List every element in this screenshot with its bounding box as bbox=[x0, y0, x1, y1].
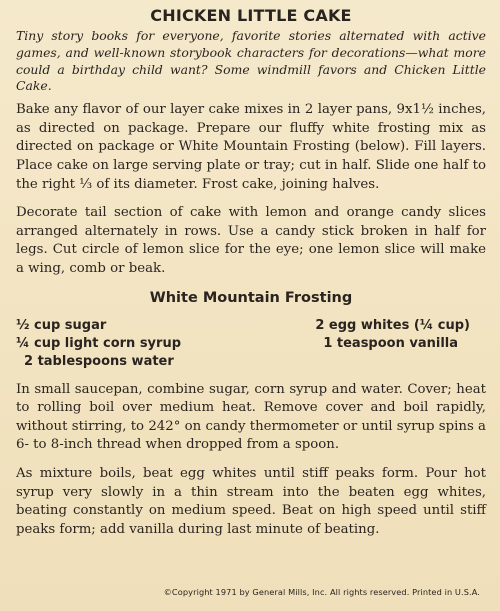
recipe-paragraph-bake: Bake any flavor of our layer cake mixes in 2 layer pans, 9x1½ inches, as directed on package. Prepare our fluffy white frosting mix as directed on package or White Mountain Frosting (below). Fill layers. Place cake on large serving plate or tray; cut in half. Slide one half to the right ⅓ of its diameter. Frost cake, joining halves. bbox=[16, 102, 486, 192]
ingredient-sugar: ½ cup sugar bbox=[16, 317, 107, 333]
frosting-title: White Mountain Frosting bbox=[149, 289, 353, 306]
ingredients-right-column bbox=[315, 317, 486, 371]
ingredient-egg-whites: 2 egg whites (¼ cup) bbox=[315, 317, 470, 333]
recipe-title: CHICKEN LITTLE CAKE bbox=[150, 6, 352, 25]
recipe-intro: Tiny story books for everyone, favorite stories alternated with active games, and well-known storybook characters for decorations—what more could a birthday child want? Some windmill favors and Chicken Little Cake. bbox=[16, 28, 486, 94]
frosting-paragraph-boil: In small saucepan, combine sugar, corn syrup and water. Cover; heat to rolling boil over medium heat. Remove cover and boil rapidly, without stirring, to 242° on candy thermometer or until syrup spins a 6- to 8-inch thread when dropped from a spoon. bbox=[16, 381, 486, 453]
ingredient-corn-syrup: ¼ cup light corn syrup bbox=[16, 335, 182, 351]
ingredient-water: 2 tablespoons water bbox=[24, 353, 174, 369]
ingredients-left-column bbox=[16, 317, 181, 371]
copyright-notice: ©Copyright 1971 by General Mills, Inc. All rights reserved. Printed in U.S.A. bbox=[163, 587, 480, 597]
ingredients-list bbox=[16, 317, 486, 371]
recipe-paragraph-decorate: Decorate tail section of cake with lemon and orange candy slices arranged alternately in rows. Use a candy stick broken in half for legs. Cut circle of lemon slice for the eye; one lemon slice will make a wing, comb or beak. bbox=[16, 205, 486, 276]
frosting-paragraph-beat: As mixture boils, beat egg whites until stiff peaks form. Pour hot syrup very slowly in a thin stream into the beaten egg whites, beating constantly on medium speed. Beat on high speed until stiff peaks form; add vanilla during last minute of beating. bbox=[16, 465, 486, 537]
ingredient-vanilla: 1 teaspoon vanilla bbox=[323, 335, 459, 351]
